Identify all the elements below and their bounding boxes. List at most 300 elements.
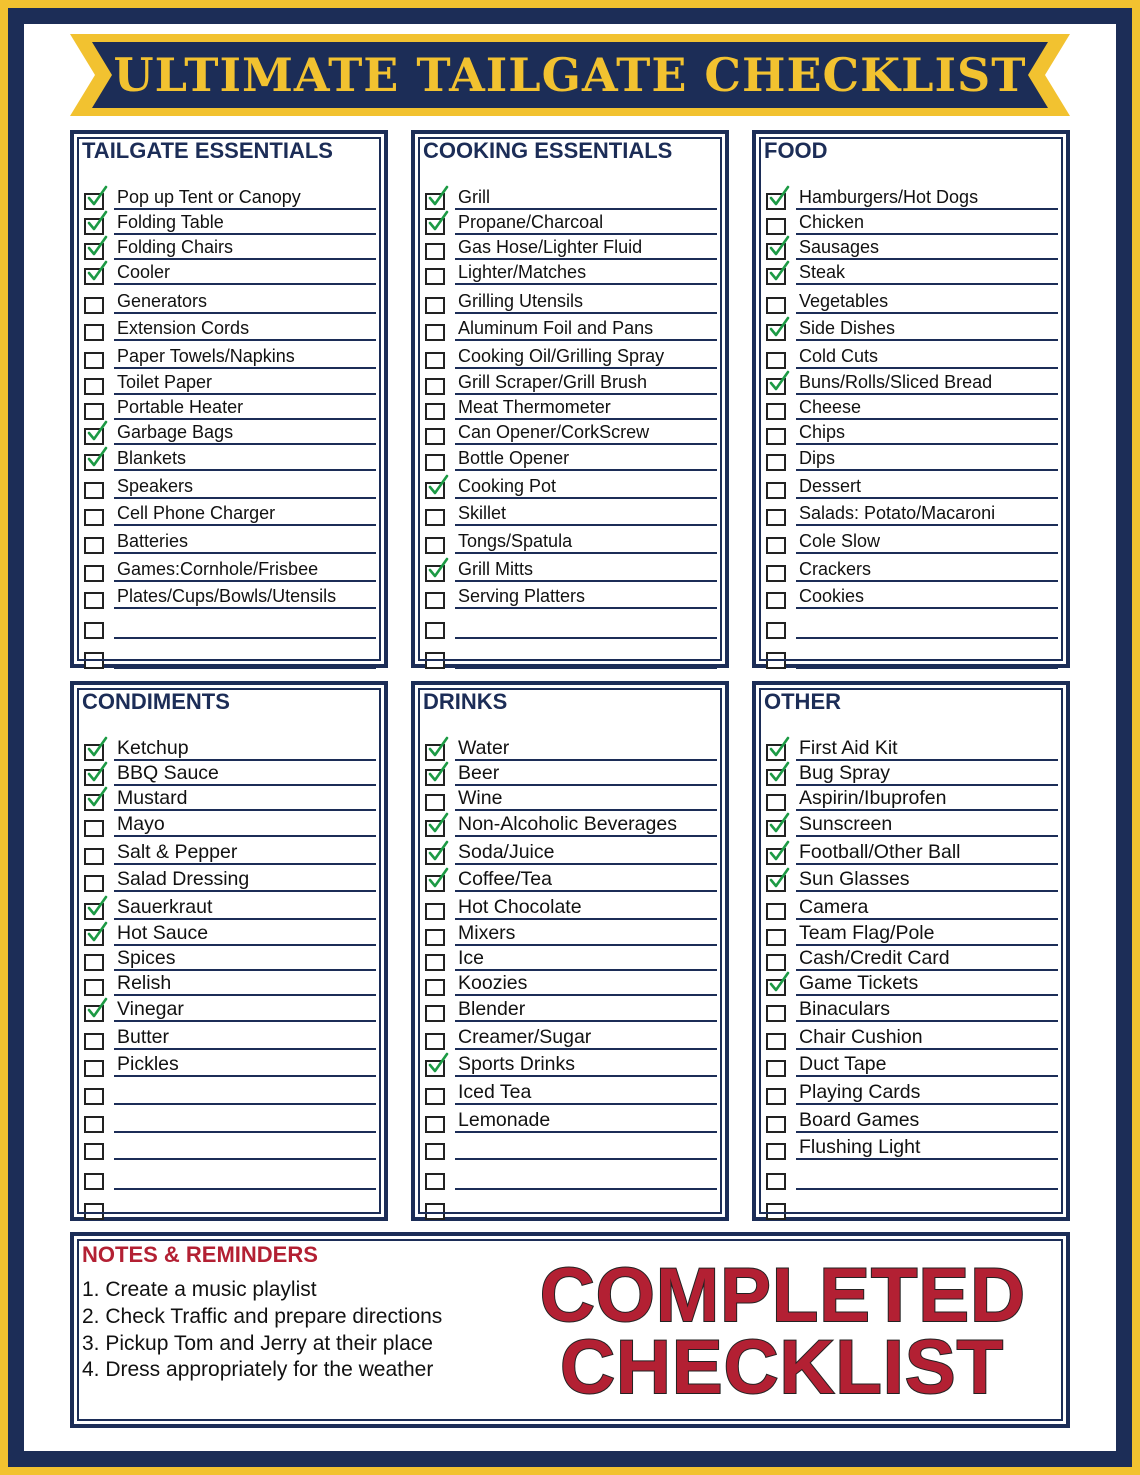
checklist-item-blank[interactable]	[84, 1194, 376, 1220]
checklist-item-label: Ketchup	[117, 737, 189, 759]
write-line	[796, 469, 1058, 471]
checkbox[interactable]	[766, 482, 786, 499]
checkbox[interactable]	[766, 929, 786, 946]
checklist-item[interactable]	[84, 996, 376, 1022]
checklist-item-label: Blankets	[117, 448, 187, 468]
checkmark-icon	[768, 761, 790, 783]
checklist-item-blank[interactable]	[425, 643, 717, 669]
checkbox[interactable]	[84, 1173, 104, 1190]
write-line	[455, 1075, 717, 1077]
write-line	[114, 283, 376, 285]
checkbox[interactable]	[766, 509, 786, 526]
checklist-item[interactable]	[425, 259, 717, 285]
checkbox[interactable]	[766, 954, 786, 971]
checklist-item-blank[interactable]	[84, 613, 376, 639]
checklist-item-label: Non-Alcoholic Beverages	[458, 813, 677, 835]
checkbox[interactable]	[84, 537, 104, 554]
checklist-item[interactable]	[84, 394, 376, 420]
checkbox[interactable]	[84, 565, 104, 582]
checklist-item[interactable]	[766, 445, 1058, 471]
write-line	[796, 312, 1058, 314]
checkbox[interactable]	[425, 268, 445, 285]
write-line	[455, 552, 717, 554]
checkmark-icon	[768, 370, 790, 392]
checkbox[interactable]	[84, 1116, 104, 1133]
checklist-item-label: Water	[458, 737, 510, 759]
checklist-item-label: Iced Tea	[458, 1081, 532, 1103]
checkbox[interactable]	[425, 1088, 445, 1105]
write-line	[796, 637, 1058, 639]
checklist-item-label: Vegetables	[799, 291, 889, 311]
checklist-item-label: Hot Sauce	[117, 922, 209, 944]
checkbox[interactable]	[425, 592, 445, 609]
checkbox[interactable]	[425, 297, 445, 314]
checkbox[interactable]	[84, 482, 104, 499]
checklist-item[interactable]	[84, 209, 376, 235]
write-line	[455, 497, 717, 499]
write-line	[114, 469, 376, 471]
write-line	[796, 1218, 1058, 1220]
checklist-item[interactable]	[425, 996, 717, 1022]
checklist-item-label: Plates/Cups/Bowls/Utensils	[117, 586, 337, 606]
checklist-item-label: Pop up Tent or Canopy	[117, 187, 301, 207]
checklist-item[interactable]	[84, 343, 376, 369]
checklist-item[interactable]	[425, 894, 717, 920]
checklist-item-label: Flushing Light	[799, 1136, 921, 1158]
checkbox[interactable]	[766, 1203, 786, 1220]
checkbox[interactable]	[425, 1203, 445, 1220]
checklist-item[interactable]	[766, 785, 1058, 811]
checkbox[interactable]	[425, 1005, 445, 1022]
write-line	[796, 835, 1058, 837]
checklist-item[interactable]	[425, 866, 717, 892]
checkbox[interactable]	[766, 1143, 786, 1160]
checklist-item-label: Gas Hose/Lighter Fluid	[458, 237, 643, 257]
checklist-item-label: Sauerkraut	[117, 896, 213, 918]
checklist-item[interactable]	[84, 839, 376, 865]
checkmark-icon	[427, 840, 449, 862]
checklist-item[interactable]	[425, 811, 717, 837]
checklist-item[interactable]	[84, 419, 376, 445]
checklist-item[interactable]	[425, 970, 717, 996]
checklist-item-label: Lighter/Matches	[458, 262, 587, 282]
checklist-item-label: Sunscreen	[799, 813, 893, 835]
checkbox[interactable]	[84, 1203, 104, 1220]
checkbox[interactable]	[84, 1060, 104, 1077]
checkmark-icon	[768, 235, 790, 257]
checklist-item[interactable]	[84, 1051, 376, 1077]
checklist-item[interactable]	[84, 445, 376, 471]
checklist-item[interactable]	[425, 343, 717, 369]
write-line	[796, 863, 1058, 865]
checklist-item-blank[interactable]	[766, 613, 1058, 639]
section-card-cooking-essentials	[411, 130, 729, 668]
checklist-item[interactable]	[425, 445, 717, 471]
checklist-item[interactable]	[425, 473, 717, 499]
page-title: ULTIMATE TAILGATE CHECKLIST	[113, 48, 1027, 102]
checklist-item-label: Buns/Rolls/Sliced Bread	[799, 372, 993, 392]
write-line	[455, 1103, 717, 1105]
checkbox[interactable]	[425, 929, 445, 946]
checkbox[interactable]	[84, 954, 104, 971]
checklist-item[interactable]	[84, 528, 376, 554]
checkbox[interactable]	[766, 428, 786, 445]
checklist-item-label: Dips	[799, 448, 836, 468]
checkbox[interactable]	[766, 1088, 786, 1105]
checklist-item-blank[interactable]	[425, 1134, 717, 1160]
checklist-item[interactable]	[766, 315, 1058, 341]
checklist-item-blank[interactable]	[425, 613, 717, 639]
checklist-item-label: Grilling Utensils	[458, 291, 584, 311]
write-line	[455, 1158, 717, 1160]
checklist-item[interactable]	[766, 473, 1058, 499]
checklist-item[interactable]	[766, 259, 1058, 285]
checkbox[interactable]	[84, 403, 104, 420]
checkbox[interactable]	[425, 903, 445, 920]
checkbox[interactable]	[766, 592, 786, 609]
checklist-item[interactable]	[84, 369, 376, 395]
checklist-item-label: Binaculars	[799, 998, 891, 1020]
checklist-item[interactable]	[84, 894, 376, 920]
checklist-item[interactable]	[766, 234, 1058, 260]
checklist-item-label: Coffee/Tea	[458, 868, 552, 890]
checkbox[interactable]	[766, 403, 786, 420]
checklist-item[interactable]	[84, 500, 376, 526]
checklist-item-label: Team Flag/Pole	[799, 922, 935, 944]
checklist-item-blank[interactable]	[766, 1164, 1058, 1190]
checkbox[interactable]	[425, 352, 445, 369]
note-item: 4. Dress appropriately for the weather	[82, 1358, 434, 1381]
checkbox[interactable]	[766, 1005, 786, 1022]
checklist-item[interactable]	[425, 209, 717, 235]
write-line	[114, 1048, 376, 1050]
checklist-item[interactable]	[766, 500, 1058, 526]
note-item: 3. Pickup Tom and Jerry at their place	[82, 1332, 433, 1355]
write-line	[796, 552, 1058, 554]
completed-stamp-line1: COMPLETED	[539, 1253, 1026, 1338]
checklist-item-blank[interactable]	[84, 1164, 376, 1190]
checkbox[interactable]	[425, 794, 445, 811]
checklist-item-blank[interactable]	[766, 1194, 1058, 1220]
checkbox[interactable]	[425, 1033, 445, 1050]
checklist-item[interactable]	[425, 760, 717, 786]
checklist-item[interactable]	[84, 259, 376, 285]
checklist-item-label: Crackers	[799, 559, 872, 579]
write-line	[114, 1188, 376, 1190]
checklist-item[interactable]	[84, 184, 376, 210]
checklist-item[interactable]	[766, 343, 1058, 369]
write-line	[114, 552, 376, 554]
checklist-item-label: Mixers	[458, 922, 516, 944]
checklist-item[interactable]	[84, 920, 376, 946]
checkmark-icon	[427, 867, 449, 889]
checklist-item[interactable]	[766, 1024, 1058, 1050]
checklist-item-label: Grill Mitts	[458, 559, 533, 579]
checklist-item[interactable]	[425, 583, 717, 609]
checklist-item-label: Bottle Opener	[458, 448, 570, 468]
checklist-item[interactable]	[425, 920, 717, 946]
write-line	[114, 1158, 376, 1160]
checklist-item[interactable]	[425, 839, 717, 865]
checkmark-icon	[427, 557, 449, 579]
checkbox[interactable]	[84, 509, 104, 526]
checklist-item-label: Portable Heater	[117, 397, 244, 417]
checkbox[interactable]	[425, 979, 445, 996]
checklist-item[interactable]	[84, 556, 376, 582]
checkbox[interactable]	[84, 378, 104, 395]
checklist-item-label: Batteries	[117, 531, 189, 551]
write-line	[455, 637, 717, 639]
checkbox[interactable]	[425, 622, 445, 639]
checklist-item[interactable]	[766, 583, 1058, 609]
checklist-item-label: Grill	[458, 187, 490, 207]
checklist-item-label: Ice	[458, 947, 485, 969]
checklist-item[interactable]	[766, 1134, 1058, 1160]
write-line	[455, 607, 717, 609]
checklist-item[interactable]	[766, 970, 1058, 996]
checkmark-icon	[768, 867, 790, 889]
checkbox[interactable]	[84, 622, 104, 639]
checkbox[interactable]	[84, 1033, 104, 1050]
checkbox[interactable]	[766, 1033, 786, 1050]
checkmark-icon	[86, 895, 108, 917]
checkbox[interactable]	[425, 403, 445, 420]
checkbox[interactable]	[84, 820, 104, 837]
write-line	[114, 835, 376, 837]
checkbox[interactable]	[84, 1088, 104, 1105]
checklist-item-label: Cold Cuts	[799, 346, 879, 366]
checklist-item-blank[interactable]	[84, 1107, 376, 1133]
checklist-item-label: Sports Drinks	[458, 1053, 576, 1075]
checklist-item[interactable]	[766, 419, 1058, 445]
checkbox[interactable]	[84, 848, 104, 865]
checkbox[interactable]	[766, 903, 786, 920]
checklist-item[interactable]	[766, 394, 1058, 420]
checkbox[interactable]	[425, 954, 445, 971]
section-title: DRINKS	[423, 689, 508, 714]
checkbox[interactable]	[425, 243, 445, 260]
write-line	[114, 1131, 376, 1133]
write-line	[455, 1131, 717, 1133]
checklist-item[interactable]	[425, 184, 717, 210]
checklist-item[interactable]	[766, 866, 1058, 892]
checkbox[interactable]	[766, 652, 786, 669]
checkbox[interactable]	[425, 1116, 445, 1133]
checklist-item[interactable]	[766, 996, 1058, 1022]
checkbox[interactable]	[766, 622, 786, 639]
checklist-item[interactable]	[766, 735, 1058, 761]
checklist-item[interactable]	[766, 760, 1058, 786]
checkbox[interactable]	[766, 537, 786, 554]
checklist-item[interactable]	[84, 315, 376, 341]
checklist-item-blank[interactable]	[84, 1134, 376, 1160]
checklist-item[interactable]	[766, 209, 1058, 235]
checklist-item-label: Meat Thermometer	[458, 397, 611, 417]
checkbox[interactable]	[766, 1060, 786, 1077]
checkbox[interactable]	[766, 1173, 786, 1190]
checklist-item-label: Steak	[799, 262, 846, 282]
checkbox[interactable]	[766, 352, 786, 369]
checklist-item-label: Folding Chairs	[117, 237, 234, 257]
checklist-item[interactable]	[84, 473, 376, 499]
checklist-item-blank[interactable]	[766, 643, 1058, 669]
checklist-item[interactable]	[766, 184, 1058, 210]
checkbox[interactable]	[84, 1143, 104, 1160]
checklist-item[interactable]	[766, 528, 1058, 554]
write-line	[455, 524, 717, 526]
checklist-item[interactable]	[425, 945, 717, 971]
checklist-item[interactable]	[84, 785, 376, 811]
checklist-item-label: Aspirin/Ibuprofen	[799, 787, 947, 809]
checklist-item[interactable]	[425, 785, 717, 811]
checklist-item[interactable]	[425, 500, 717, 526]
checkmark-icon	[86, 420, 108, 442]
checkbox[interactable]	[425, 537, 445, 554]
checklist-item-blank[interactable]	[425, 1194, 717, 1220]
checkbox[interactable]	[84, 592, 104, 609]
checklist-item[interactable]	[425, 369, 717, 395]
checklist-item[interactable]	[425, 1051, 717, 1077]
checklist-item[interactable]	[766, 920, 1058, 946]
write-line	[796, 339, 1058, 341]
checklist-item[interactable]	[766, 839, 1058, 865]
checkmark-icon	[427, 736, 449, 758]
checklist-item[interactable]	[425, 419, 717, 445]
checklist-item[interactable]	[84, 288, 376, 314]
checklist-item-label: Sun Glasses	[799, 868, 910, 890]
checkbox[interactable]	[425, 378, 445, 395]
checklist-item-label: Mustard	[117, 787, 188, 809]
checkmark-icon	[86, 260, 108, 282]
checklist-item-label: Pickles	[117, 1053, 179, 1075]
checklist-item[interactable]	[766, 1079, 1058, 1105]
checklist-item-label: Salads: Potato/Macaroni	[799, 503, 996, 523]
write-line	[796, 1103, 1058, 1105]
checklist-item[interactable]	[425, 1107, 717, 1133]
checkbox[interactable]	[766, 1116, 786, 1133]
checklist-item[interactable]	[425, 394, 717, 420]
checklist-item-blank[interactable]	[84, 1079, 376, 1105]
checkbox[interactable]	[425, 454, 445, 471]
checkmark-icon	[86, 446, 108, 468]
checklist-item[interactable]	[766, 288, 1058, 314]
checklist-item-label: Spices	[117, 947, 176, 969]
checklist-item[interactable]	[84, 811, 376, 837]
checkbox[interactable]	[84, 352, 104, 369]
write-line	[114, 1020, 376, 1022]
checklist-item-label: Cole Slow	[799, 531, 881, 551]
checkbox[interactable]	[84, 979, 104, 996]
checklist-item-label: Football/Other Ball	[799, 841, 961, 863]
checklist-item-blank[interactable]	[84, 643, 376, 669]
checkbox[interactable]	[425, 1173, 445, 1190]
write-line	[796, 524, 1058, 526]
checklist-item-label: Cookies	[799, 586, 865, 606]
checklist-item[interactable]	[84, 760, 376, 786]
write-line	[455, 890, 717, 892]
checkbox[interactable]	[425, 509, 445, 526]
checklist-item-label: Generators	[117, 291, 208, 311]
checklist-item-label: Speakers	[117, 476, 194, 496]
checklist-item[interactable]	[425, 735, 717, 761]
checkmark-icon	[86, 786, 108, 808]
checklist-item-blank[interactable]	[425, 1164, 717, 1190]
checkbox[interactable]	[425, 652, 445, 669]
checkbox[interactable]	[84, 297, 104, 314]
checklist-item[interactable]	[425, 315, 717, 341]
checklist-item[interactable]	[766, 894, 1058, 920]
write-line	[114, 580, 376, 582]
write-line	[114, 863, 376, 865]
checklist-item[interactable]	[766, 1107, 1058, 1133]
section-title: OTHER	[764, 689, 841, 714]
checklist-item-label: Paper Towels/Napkins	[117, 346, 295, 366]
checkbox[interactable]	[766, 218, 786, 235]
checkbox[interactable]	[766, 565, 786, 582]
checklist-item[interactable]	[766, 1051, 1058, 1077]
checkmark-icon	[86, 736, 108, 758]
checklist-item[interactable]	[84, 735, 376, 761]
write-line	[114, 312, 376, 314]
checklist-item[interactable]	[425, 1024, 717, 1050]
checklist-item-label: Vinegar	[117, 998, 184, 1020]
section-card-condiments	[70, 681, 388, 1221]
checkbox[interactable]	[425, 324, 445, 341]
checklist-item[interactable]	[84, 970, 376, 996]
checkbox[interactable]	[84, 324, 104, 341]
checklist-item-label: Duct Tape	[799, 1053, 887, 1075]
checklist-item[interactable]	[425, 556, 717, 582]
write-line	[114, 890, 376, 892]
checklist-item-label: BBQ Sauce	[117, 762, 219, 784]
checklist-item-label: Koozies	[458, 972, 528, 994]
checklist-item[interactable]	[84, 1024, 376, 1050]
write-line	[796, 283, 1058, 285]
checkbox[interactable]	[766, 454, 786, 471]
write-line	[796, 497, 1058, 499]
checkmark-icon	[768, 736, 790, 758]
checklist-item[interactable]	[766, 556, 1058, 582]
write-line	[114, 497, 376, 499]
checkbox[interactable]	[766, 794, 786, 811]
checklist-item[interactable]	[766, 811, 1058, 837]
checklist-item[interactable]	[766, 945, 1058, 971]
checklist-item-label: Wine	[458, 787, 503, 809]
checklist-item[interactable]	[425, 1079, 717, 1105]
write-line	[455, 580, 717, 582]
completed-stamp-line2: CHECKLIST	[560, 1325, 1004, 1410]
checklist-item[interactable]	[425, 234, 717, 260]
checkbox[interactable]	[766, 297, 786, 314]
checkbox[interactable]	[425, 428, 445, 445]
checklist-item[interactable]	[84, 583, 376, 609]
checkmark-icon	[427, 761, 449, 783]
checklist-item-label: Soda/Juice	[458, 841, 555, 863]
checklist-item[interactable]	[84, 234, 376, 260]
write-line	[114, 667, 376, 669]
checkbox[interactable]	[425, 1143, 445, 1160]
checklist-item-label: Cooler	[117, 262, 171, 282]
checklist-item-label: Relish	[117, 972, 172, 994]
checklist-item[interactable]	[425, 288, 717, 314]
checkbox[interactable]	[84, 652, 104, 669]
checklist-item-label: Can Opener/CorkScrew	[458, 422, 650, 442]
checkbox[interactable]	[84, 875, 104, 892]
checklist-item[interactable]	[84, 866, 376, 892]
checklist-item[interactable]	[425, 528, 717, 554]
checklist-item[interactable]	[766, 369, 1058, 395]
checklist-item[interactable]	[84, 945, 376, 971]
